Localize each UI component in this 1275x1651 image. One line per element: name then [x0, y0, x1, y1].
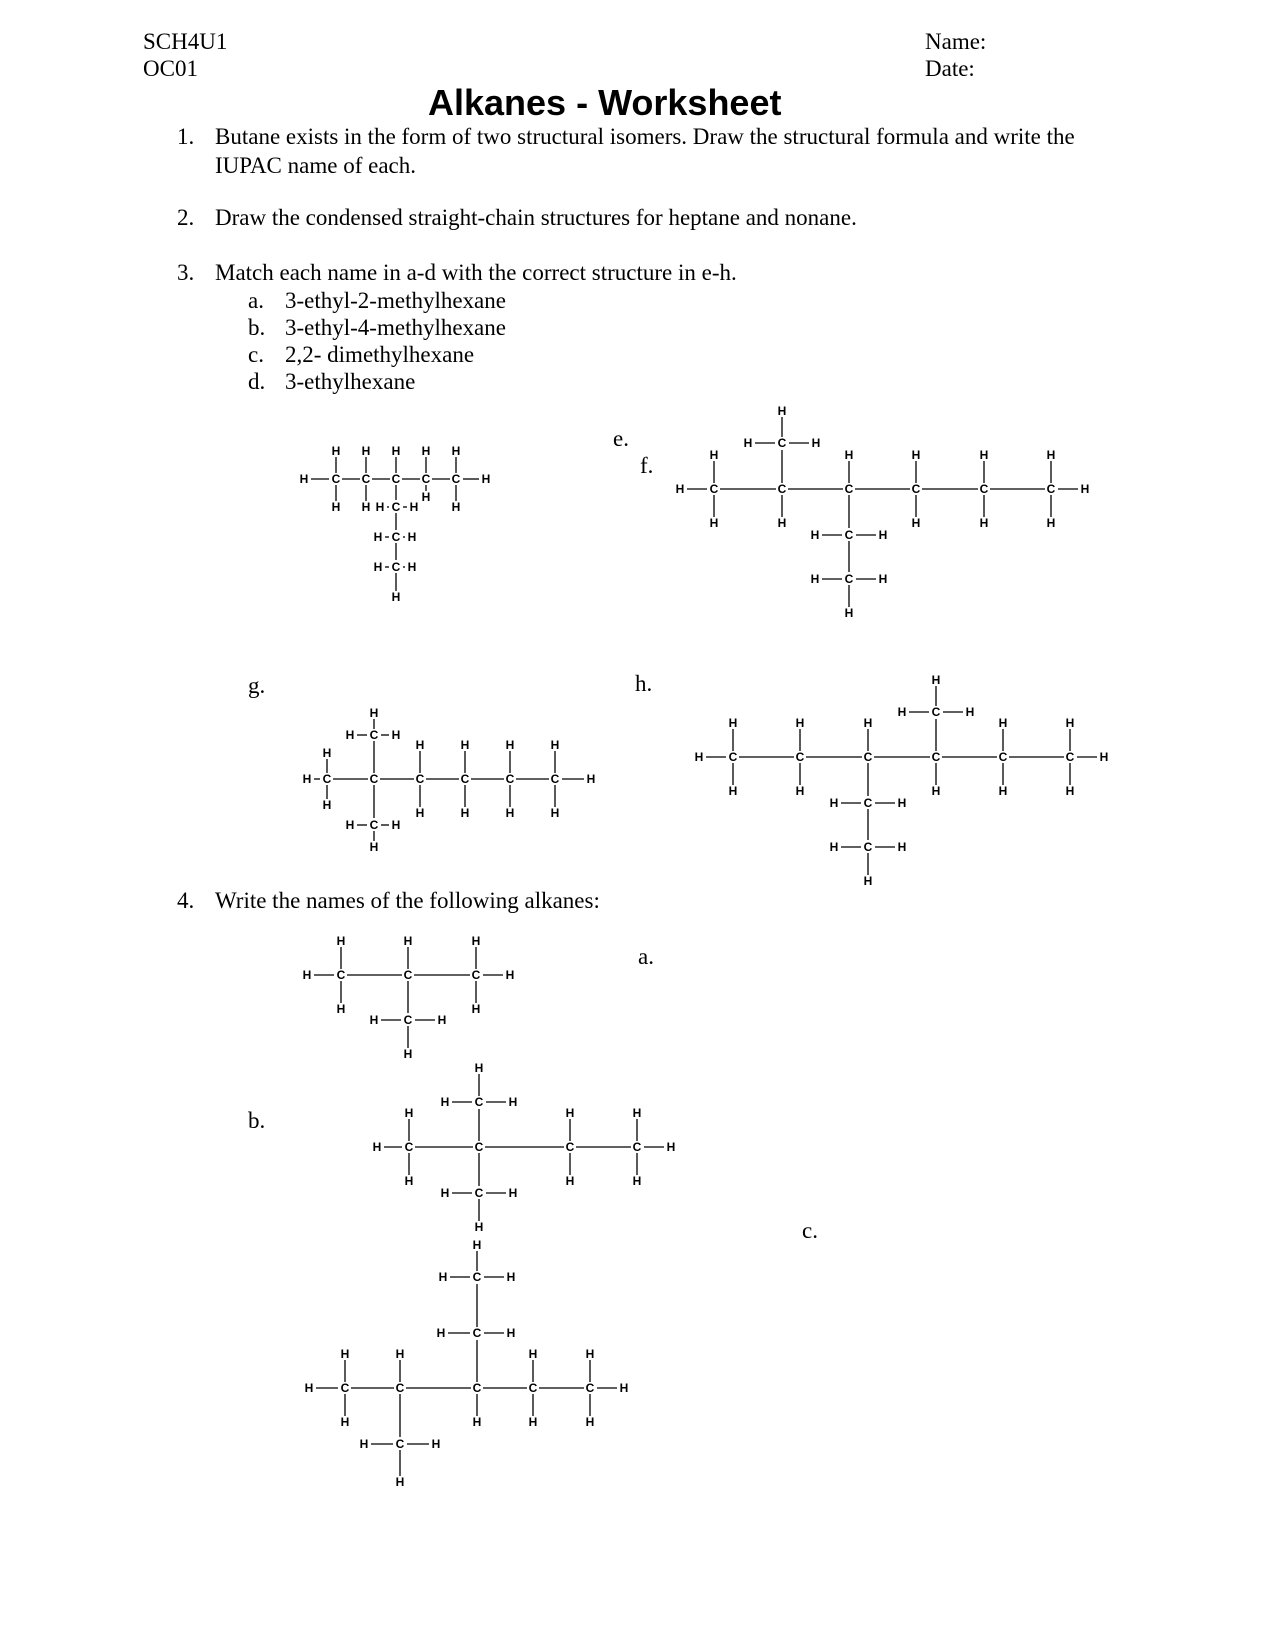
atom-label: C — [415, 772, 425, 786]
atom-label: C — [863, 796, 873, 810]
match-name-b: 3-ethyl-4-methylhexane — [285, 315, 506, 340]
atom-label: C — [528, 1381, 538, 1395]
atom-label: H — [528, 1347, 538, 1361]
atom-label: H — [505, 738, 515, 752]
atom-label: C — [474, 1140, 484, 1154]
atom-label: H — [440, 1095, 450, 1109]
atom-label: H — [619, 1381, 629, 1395]
date-label: Date: — [925, 56, 975, 81]
atom-label: C — [395, 1437, 405, 1451]
atom-label: C — [403, 968, 413, 982]
atom-label: H — [340, 1347, 350, 1361]
atom-label: C — [863, 840, 873, 854]
atom-label: C — [471, 968, 481, 982]
atom-label: H — [471, 934, 481, 948]
atom-label: H — [361, 444, 371, 458]
atom-label: H — [436, 1326, 446, 1340]
atom-label: C — [472, 1381, 482, 1395]
atom-label: C — [931, 705, 941, 719]
atom-label: H — [415, 806, 425, 820]
atom-label: H — [728, 784, 738, 798]
match-letter-b: b. — [248, 315, 266, 340]
atom-label: H — [777, 404, 787, 418]
atom-label: H — [345, 728, 355, 742]
atom-label: H — [878, 528, 888, 542]
atom-label: C — [709, 482, 719, 496]
atom-label: H — [811, 436, 821, 450]
atom-label: H — [632, 1106, 642, 1120]
course-code: SCH4U1 — [143, 29, 228, 54]
atom-label: H — [407, 560, 417, 574]
atom-label: H — [709, 516, 719, 530]
atom-label: H — [897, 705, 907, 719]
atom-label: H — [403, 1047, 413, 1061]
atom-label: H — [407, 530, 417, 544]
atom-label: H — [438, 1270, 448, 1284]
atom-label: H — [304, 1381, 314, 1395]
atom-label: H — [508, 1186, 518, 1200]
structure-label-f: f. — [640, 453, 654, 478]
question-number: 1. — [177, 124, 195, 149]
atom-label: H — [302, 772, 312, 786]
atom-label: H — [302, 968, 312, 982]
atom-label: H — [359, 1437, 369, 1451]
match-name-c: 2,2- dimethylhexane — [285, 342, 475, 367]
atom-label: H — [331, 500, 341, 514]
atom-label: H — [795, 716, 805, 730]
atom-label: H — [528, 1415, 538, 1429]
atom-label: H — [506, 1326, 516, 1340]
match-letter-d: d. — [248, 369, 266, 394]
atom-label: H — [1065, 784, 1075, 798]
structure-label-e: e. — [613, 426, 629, 451]
atom-label: C — [998, 750, 1008, 764]
atom-label: C — [322, 772, 332, 786]
atom-label: H — [911, 448, 921, 462]
atom-label: C — [844, 482, 854, 496]
atom-label: H — [585, 1347, 595, 1361]
atom-label: H — [1046, 448, 1056, 462]
atom-label: H — [998, 716, 1008, 730]
atom-label: H — [1099, 750, 1109, 764]
atom-label: C — [391, 500, 401, 514]
atom-label: H — [844, 448, 854, 462]
atom-label: C — [451, 472, 461, 486]
atom-label: C — [331, 472, 341, 486]
atom-label: H — [369, 1013, 379, 1027]
atom-label: C — [391, 560, 401, 574]
atom-label: H — [675, 482, 685, 496]
atom-label: H — [863, 874, 873, 888]
question-text: Write the names of the following alkanes: — [215, 888, 600, 913]
atom-label: C — [474, 1095, 484, 1109]
atom-label: H — [632, 1174, 642, 1188]
atom-label: H — [421, 444, 431, 458]
atom-label: C — [336, 968, 346, 982]
atom-label: C — [911, 482, 921, 496]
question-number: 4. — [177, 888, 195, 913]
atom-label: H — [550, 738, 560, 752]
atom-label: C — [550, 772, 560, 786]
atom-label: C — [391, 530, 401, 544]
atom-label: H — [728, 716, 738, 730]
q4-label-b: b. — [248, 1108, 266, 1133]
atom-label: H — [322, 746, 332, 760]
structure-e — [300, 444, 491, 604]
atom-label: H — [460, 738, 470, 752]
question-text: Draw the condensed straight-chain structures for heptane and nonane. — [215, 205, 857, 230]
structure-4b — [373, 1061, 676, 1234]
atom-label: C — [361, 472, 371, 486]
atom-label: H — [404, 1106, 414, 1120]
atom-label: H — [372, 1140, 382, 1154]
atom-label: H — [505, 806, 515, 820]
atom-label: H — [777, 516, 787, 530]
atom-label: C — [474, 1186, 484, 1200]
atom-label: H — [415, 738, 425, 752]
atom-label: H — [451, 444, 461, 458]
atom-label: H — [451, 500, 461, 514]
atom-label: H — [373, 530, 383, 544]
atom-label: H — [395, 1347, 405, 1361]
atom-label: C — [1065, 750, 1075, 764]
atom-label: H — [336, 934, 346, 948]
atom-label: H — [460, 806, 470, 820]
atom-label: C — [391, 472, 401, 486]
atom-label: H — [481, 472, 491, 486]
atom-label: H — [403, 934, 413, 948]
match-name-d: 3-ethylhexane — [285, 369, 416, 394]
atom-label: C — [340, 1381, 350, 1395]
atom-label: H — [666, 1140, 676, 1154]
atom-label: C — [565, 1140, 575, 1154]
atom-label: H — [998, 784, 1008, 798]
atom-label: H — [409, 500, 419, 514]
atom-label: C — [460, 772, 470, 786]
atom-label: C — [728, 750, 738, 764]
atom-label: H — [345, 818, 355, 832]
atom-label: H — [471, 1002, 481, 1016]
atom-label: C — [844, 528, 854, 542]
atom-label: C — [421, 472, 431, 486]
structure-h — [695, 673, 1109, 888]
atom-label: H — [361, 500, 371, 514]
atom-label: C — [979, 482, 989, 496]
atom-label: H — [979, 516, 989, 530]
atom-label: H — [829, 796, 839, 810]
atom-label: C — [395, 1381, 405, 1395]
match-letter-c: c. — [248, 342, 264, 367]
atom-label: H — [586, 772, 596, 786]
atom-label: H — [550, 806, 560, 820]
q4-label-c: c. — [802, 1218, 818, 1243]
atom-label: C — [404, 1140, 414, 1154]
atom-label: C — [863, 750, 873, 764]
atom-label: H — [322, 798, 332, 812]
structure-label-g: g. — [248, 673, 266, 698]
atom-label: H — [369, 706, 379, 720]
atom-label: H — [373, 560, 383, 574]
atom-label: H — [340, 1415, 350, 1429]
atom-label: H — [421, 490, 431, 504]
atom-label: H — [508, 1095, 518, 1109]
atom-label: H — [878, 572, 888, 586]
atom-label: H — [474, 1061, 484, 1075]
atom-label: H — [505, 968, 515, 982]
atom-label: H — [931, 784, 941, 798]
atom-label: C — [472, 1326, 482, 1340]
atom-label: H — [472, 1415, 482, 1429]
structure-4c — [305, 1238, 629, 1489]
atom-label: H — [844, 606, 854, 620]
atom-label: C — [369, 818, 379, 832]
atom-label: H — [1065, 716, 1075, 730]
atom-label: H — [863, 716, 873, 730]
atom-label: C — [585, 1381, 595, 1395]
atom-label: H — [810, 572, 820, 586]
atom-label: C — [1046, 482, 1056, 496]
atom-label: H — [565, 1106, 575, 1120]
atom-label: H — [829, 840, 839, 854]
atom-label: H — [369, 840, 379, 854]
page-title: Alkanes - Worksheet — [428, 82, 782, 123]
atom-label: C — [369, 772, 379, 786]
atom-label: C — [795, 750, 805, 764]
atom-label: C — [777, 482, 787, 496]
structure-4a — [303, 934, 515, 1061]
question-number: 3. — [177, 260, 195, 285]
atom-label: H — [931, 673, 941, 687]
atom-label: H — [810, 528, 820, 542]
atom-label: H — [336, 1002, 346, 1016]
atom-label: H — [431, 1437, 441, 1451]
atom-label: H — [897, 840, 907, 854]
atom-label: H — [1080, 482, 1090, 496]
atom-label: H — [472, 1238, 482, 1252]
atom-label: C — [369, 728, 379, 742]
atom-label: H — [440, 1186, 450, 1200]
structure-g — [303, 706, 596, 854]
atom-label: C — [632, 1140, 642, 1154]
question-text: Match each name in a-d with the correct structure in e-h. — [215, 260, 737, 285]
atom-label: H — [694, 750, 704, 764]
atom-label: H — [506, 1270, 516, 1284]
atom-label: H — [474, 1220, 484, 1234]
q4-label-a: a. — [638, 944, 654, 969]
unit-code: OC01 — [143, 56, 198, 81]
name-label: Name: — [925, 29, 987, 54]
atom-label: C — [505, 772, 515, 786]
atom-label: H — [897, 796, 907, 810]
atom-label: H — [375, 500, 385, 514]
atom-label: C — [472, 1270, 482, 1284]
atom-label: H — [709, 448, 719, 462]
atom-label: H — [743, 436, 753, 450]
atom-label: C — [403, 1013, 413, 1027]
atom-label: H — [565, 1174, 575, 1188]
atom-label: H — [391, 818, 401, 832]
atom-label: H — [395, 1475, 405, 1489]
atom-label: H — [585, 1415, 595, 1429]
structure-label-h: h. — [635, 671, 653, 696]
atom-label: C — [777, 436, 787, 450]
atom-label: H — [795, 784, 805, 798]
atom-label: H — [391, 590, 401, 604]
atom-label: H — [965, 705, 975, 719]
question-text: Butane exists in the form of two structural isomers. Draw the structural formula and write the IUPAC name of each. — [215, 124, 1075, 178]
atom-label: H — [391, 728, 401, 742]
atom-label: C — [844, 572, 854, 586]
atom-label: H — [1046, 516, 1056, 530]
match-letter-a: a. — [248, 288, 264, 313]
match-name-a: 3-ethyl-2-methylhexane — [285, 288, 506, 313]
atom-label: H — [299, 472, 309, 486]
atom-label: H — [391, 444, 401, 458]
atom-label: H — [979, 448, 989, 462]
atom-label: H — [404, 1174, 414, 1188]
structure-f — [676, 404, 1090, 620]
question-number: 2. — [177, 205, 195, 230]
atom-label: C — [931, 750, 941, 764]
atom-label: H — [911, 516, 921, 530]
atom-label: H — [437, 1013, 447, 1027]
atom-label: H — [331, 444, 341, 458]
